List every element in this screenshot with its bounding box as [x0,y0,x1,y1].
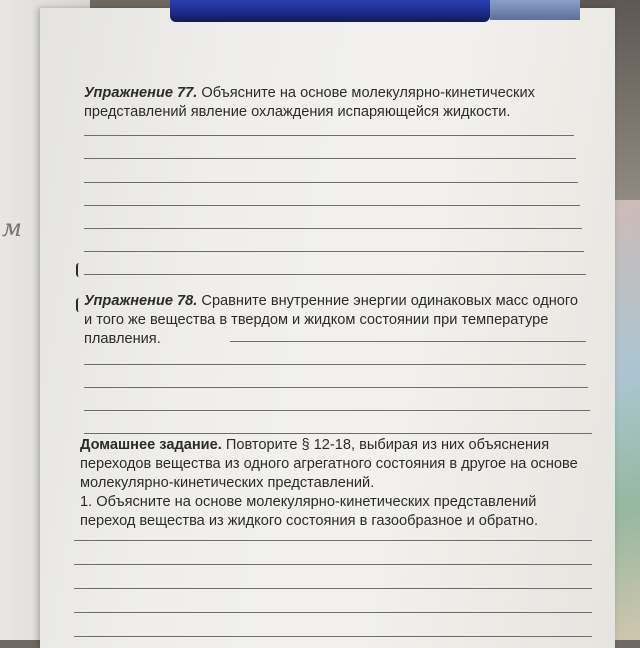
answer-line[interactable] [84,410,590,411]
answer-line[interactable] [84,205,580,206]
homework-task-1: 1. Объясните на основе молекулярно-кинетических представлений переход вещества из жидкого состояния в газообразное и обратно. [80,494,539,529]
exercise-77-text: Объясните на основе молекулярно-кинетических представлений явление охлаждения испаряющейся жидкости. [84,85,535,120]
answer-line[interactable] [84,182,578,183]
homework-text: Повторите § 12-18, выбирая из них объяснения переходов вещества из одного агрегатного состояния в другое на основе молекулярно-кинетических представлений. [80,437,578,491]
answer-line[interactable] [84,364,586,365]
answer-line[interactable] [84,433,592,434]
answer-line[interactable] [74,636,592,637]
exercise-78-heading: Упражнение 78. [84,293,198,309]
answer-line[interactable] [84,158,576,159]
exercise-78-text: Сравните внутренние энергии одинаковых масс одного и того же вещества в твердом и жидком состоянии при температуре плавления. [84,293,579,347]
answer-line[interactable] [84,387,588,388]
answer-line[interactable] [74,540,592,541]
pen-cap [490,0,580,20]
answer-line[interactable] [84,228,582,229]
exercise-77-heading: Упражнение 77. [84,85,198,101]
binding-staple [76,263,84,277]
homework-heading: Домашнее задание. [80,437,222,453]
answer-line[interactable] [74,564,592,565]
answer-line[interactable] [84,135,574,136]
workbook-page [40,8,615,648]
homework [80,436,590,531]
answer-line[interactable] [74,588,592,589]
answer-line[interactable] [84,251,584,252]
answer-line[interactable] [74,612,592,613]
handwritten-mark: м [2,214,22,242]
pen-body [170,0,490,22]
answer-line[interactable] [230,341,586,342]
answer-line[interactable] [84,274,586,275]
binding-staple [76,298,84,312]
exercise-77 [84,84,584,122]
